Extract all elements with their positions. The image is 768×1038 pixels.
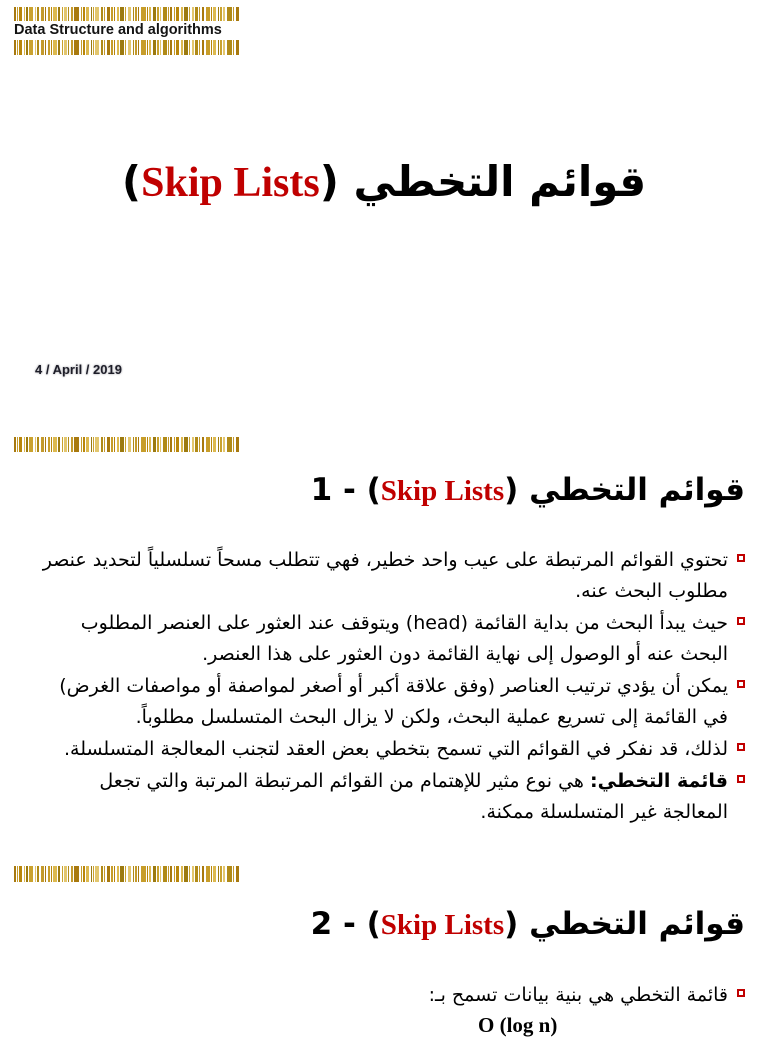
bullet-square-icon — [737, 775, 745, 783]
bullet-text: يمكن أن يؤدي ترتيب العناصر (وفق علاقة أكبر أو أصغر لمواصفة أو مواصفات الغرض) في القائمة إلى تسريع عملية البحث، ولكن لا يزال البحث المتسلسل مطلوباً. — [59, 675, 728, 728]
bullet-text: قائمة التخطي هي بنية بيانات تسمح بـ: — [428, 984, 728, 1006]
slide1-title-number: ) - 1 — [310, 472, 381, 508]
barcode-decoration-mid — [14, 40, 262, 55]
main-title-close: ) — [121, 157, 142, 206]
bullet-text: تحتوي القوائم المرتبطة على عيب واحد خطير، فهي تتطلب مسحاً تسلسلياً لتحديد عنصر مطلوب البحث عنه. — [42, 549, 728, 602]
barcode-decoration-slide1 — [14, 437, 262, 452]
slide2-title-english: Skip Lists — [380, 909, 505, 941]
header-banner — [14, 7, 266, 55]
bullet-square-icon — [737, 989, 745, 997]
slide2-title-number: ) - 2 — [310, 906, 381, 942]
list-item — [30, 545, 745, 607]
barcode-decoration-top — [14, 7, 262, 21]
slide1-title-arabic: قوائم التخطي ( — [504, 472, 745, 508]
list-item — [30, 766, 745, 828]
bullet-square-icon — [737, 743, 745, 751]
list-item — [30, 608, 745, 670]
slide2-bullet-list — [30, 980, 745, 1012]
slide2-title-arabic: قوائم التخطي ( — [504, 906, 745, 942]
partial-cutoff-text: O (log n) — [478, 1013, 558, 1037]
bullet-text: لذلك، قد نفكر في القوائم التي تسمح بتخطي بعض العقد لتجنب المعالجة المتسلسلة. — [63, 738, 728, 760]
slide2-title — [30, 900, 745, 949]
slide1-title — [30, 466, 745, 515]
bullet-text: حيث يبدأ البحث من بداية القائمة (head) ويتوقف عند العثور على العنصر المطلوب البحث عنه أو الوصول إلى نهاية القائمة دون العثور على هذا العنصر. — [80, 612, 728, 665]
list-item — [30, 671, 745, 733]
slide1-bullet-list — [30, 545, 745, 829]
bullet-lead: قائمة التخطي: — [589, 770, 728, 792]
main-slide-title — [0, 150, 768, 215]
bullet-square-icon — [737, 617, 745, 625]
barcode-decoration-slide2 — [14, 866, 262, 882]
bullet-square-icon — [737, 680, 745, 688]
list-item — [30, 734, 745, 765]
slide1-title-english: Skip Lists — [380, 475, 505, 507]
main-title-english: Skip Lists — [141, 160, 320, 206]
list-item — [30, 980, 745, 1011]
slide-date: 4 / April / 2019 — [35, 362, 122, 377]
bullet-text: هي نوع مثير للإهتمام من القوائم المرتبطة المرتبة والتي تجعل المعالجة غير المتسلسلة ممكنة. — [99, 770, 728, 823]
bullet-square-icon — [737, 554, 745, 562]
course-title: Data Structure and algorithms — [14, 22, 222, 38]
main-title-arabic: قوائم التخطي ( — [319, 157, 647, 206]
